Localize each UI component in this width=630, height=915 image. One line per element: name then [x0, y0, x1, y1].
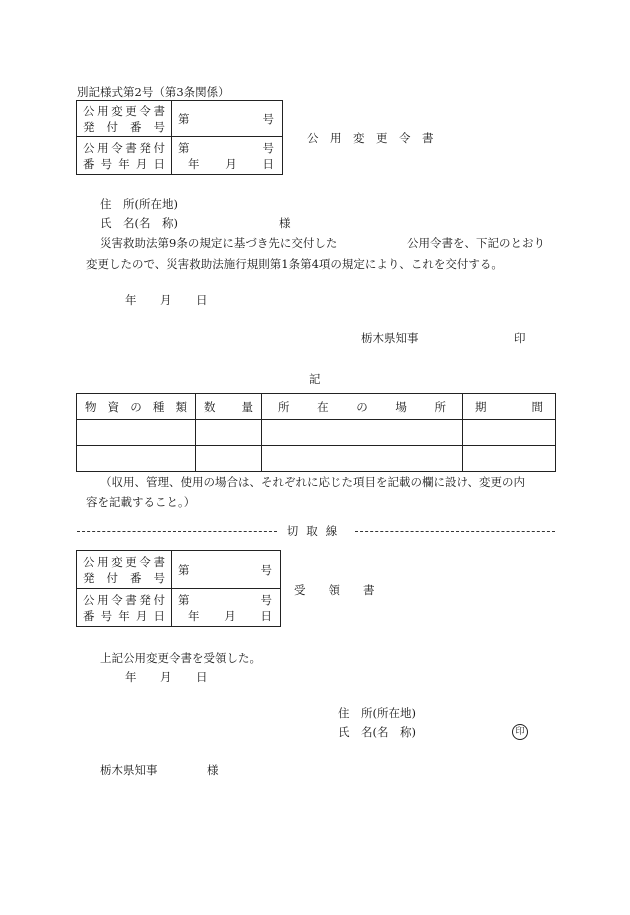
- receipt-day: 日: [196, 670, 208, 684]
- items-table: [76, 393, 556, 472]
- header-char: の: [130, 399, 142, 414]
- label-line: 公用令書発付: [83, 140, 165, 155]
- header-char: 量: [241, 399, 253, 414]
- table-cell: [463, 420, 556, 446]
- note-line-1: （収用、管理、使用の場合は、それぞれに応じた項目を記載の欄に設け、変更の内: [100, 475, 526, 489]
- body-line-2: 変更したので、災害救助法施行規則第1条第4項の規定により、これを交付する。: [86, 257, 503, 271]
- table-cell: [262, 446, 463, 472]
- body-line-1a: 災害救助法第9条の規定に基づき先に交付した: [100, 236, 338, 250]
- col-header-item-type: [77, 394, 196, 420]
- header-char: 所: [434, 399, 446, 414]
- header-char: 在: [317, 399, 329, 414]
- address-label: 住 所(所在地): [100, 197, 178, 211]
- header-char: の: [356, 399, 368, 414]
- header-char: 場: [395, 399, 407, 414]
- table-cell: [196, 446, 262, 472]
- header-char: 間: [531, 399, 543, 414]
- change-order-number-cell: [172, 551, 281, 589]
- go-text: 号: [260, 592, 272, 607]
- name-honorific: 様: [279, 216, 291, 230]
- cut-line: [77, 524, 555, 538]
- body-line-1b: 公用令書を、下記のとおり: [407, 236, 545, 250]
- order-number-box: [76, 100, 283, 175]
- items-header-row: [77, 394, 556, 420]
- addressee-name: 栃木県知事: [100, 763, 158, 777]
- dai-text: 第: [178, 592, 190, 607]
- table-cell: [463, 446, 556, 472]
- cut-line-label: 切取線: [286, 524, 346, 538]
- table-row: [77, 420, 556, 446]
- order-date-cell: [172, 589, 281, 627]
- receipt-month: 月: [160, 670, 172, 684]
- dashed-rule: [77, 531, 277, 532]
- header-char: 期: [475, 399, 487, 414]
- form-label: 別記様式第2号（第3条関係）: [77, 85, 230, 99]
- name-label: 氏 名(名 称): [100, 216, 178, 230]
- header-char: 種: [152, 399, 165, 414]
- dai-text: 第: [178, 140, 190, 155]
- dai-text: 第: [178, 562, 190, 577]
- header-char: 物: [85, 399, 97, 414]
- issuer-seal: 印: [514, 331, 526, 345]
- header-char: 所: [278, 399, 290, 414]
- change-order-number-label: [77, 551, 172, 589]
- label-line: 公用変更令書: [83, 103, 165, 118]
- day-text: 日: [260, 608, 272, 623]
- ki-heading: 記: [309, 372, 321, 386]
- label-line: 番号年月日: [83, 156, 165, 171]
- label-line: 公用変更令書: [83, 554, 165, 569]
- date-year: 年: [125, 293, 137, 307]
- label-line: 発付番号: [83, 570, 165, 585]
- header-char: 類: [175, 399, 187, 414]
- order-date-cell: [172, 137, 283, 175]
- addressee-honorific: 様: [207, 763, 219, 777]
- label-line: 公用令書発付: [83, 592, 165, 607]
- day-text: 日: [262, 156, 274, 171]
- table-cell: [77, 420, 196, 446]
- header-char: 資: [107, 399, 120, 414]
- year-text: 年: [188, 156, 200, 171]
- header-text: [77, 399, 195, 415]
- date-day: 日: [196, 293, 208, 307]
- year-text: 年: [188, 608, 200, 623]
- table-cell: [196, 420, 262, 446]
- table-row: [77, 446, 556, 472]
- label-line: 番号年月日: [83, 608, 165, 623]
- receipt-address-label: 住 所(所在地): [338, 706, 416, 720]
- receipt-name-label: 氏 名(名 称): [338, 725, 416, 739]
- month-text: 月: [225, 156, 237, 171]
- go-text: 号: [262, 140, 274, 155]
- table-cell: [262, 420, 463, 446]
- label-line: 発付番号: [83, 119, 165, 134]
- receipt-seal: 印: [512, 724, 528, 740]
- col-header-location: [262, 394, 463, 420]
- issuer-name: 栃木県知事: [361, 331, 419, 345]
- dashed-rule: [355, 531, 555, 532]
- dai-text: 第: [178, 111, 190, 126]
- change-order-number-label: [77, 101, 172, 137]
- receipt-year: 年: [125, 670, 137, 684]
- col-header-quantity: [196, 394, 262, 420]
- month-text: 月: [224, 608, 236, 623]
- order-date-label: [77, 137, 172, 175]
- go-text: 号: [260, 562, 272, 577]
- table-cell: [77, 446, 196, 472]
- document-title: 公 用 変 更 令 書: [307, 131, 434, 145]
- change-order-number-cell: [172, 101, 283, 137]
- receipt-title: 受 領 書: [294, 583, 375, 597]
- receipt-number-box: [76, 550, 281, 627]
- order-date-label: [77, 589, 172, 627]
- circled-seal-icon: [512, 723, 528, 740]
- header-char: 数: [204, 399, 216, 414]
- date-month: 月: [160, 293, 172, 307]
- receipt-text: 上記公用変更令書を受領した。: [100, 651, 261, 665]
- go-text: 号: [262, 111, 274, 126]
- col-header-period: [463, 394, 556, 420]
- note-line-2: 容を記載すること。）: [86, 495, 196, 509]
